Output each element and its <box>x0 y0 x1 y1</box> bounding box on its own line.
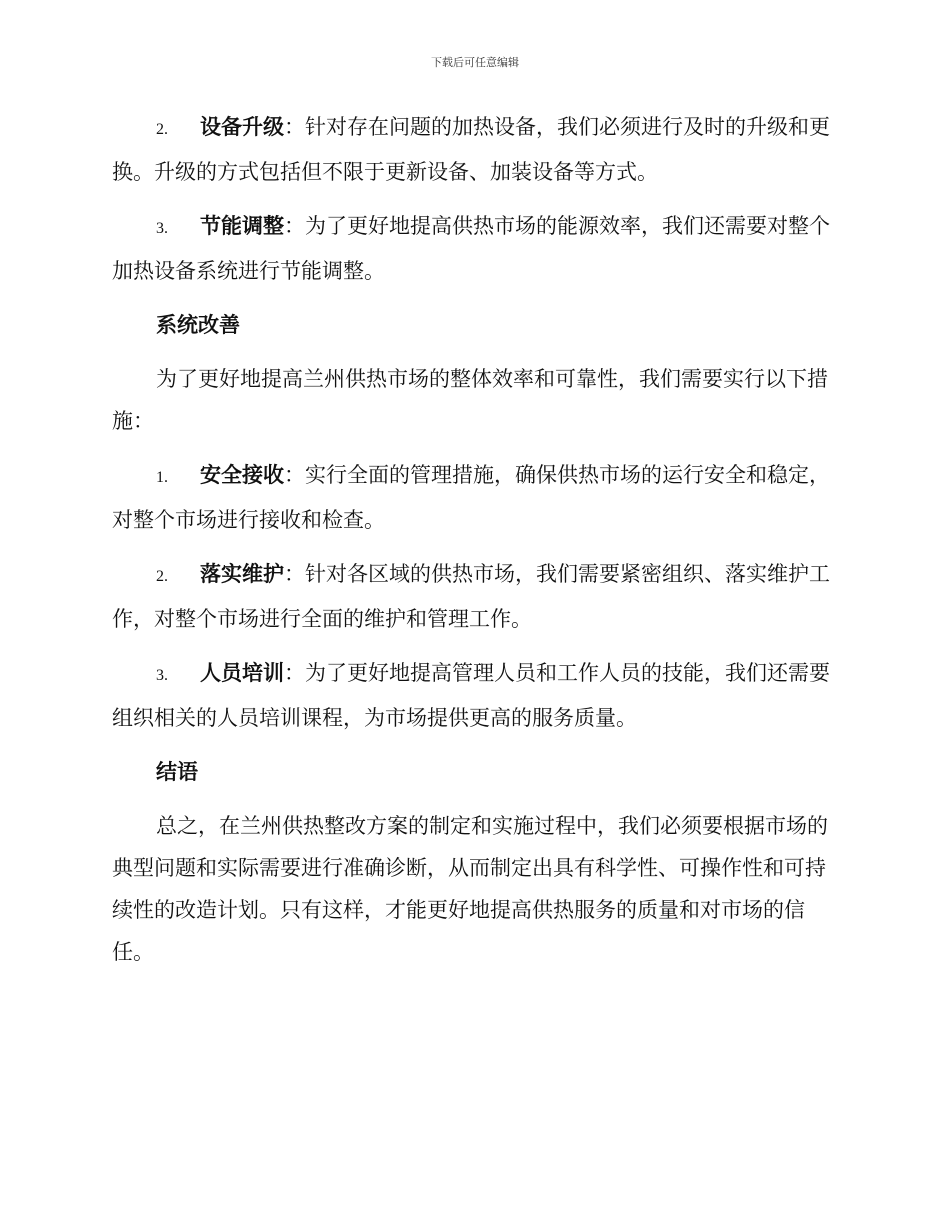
list-text: ：为了更好地提高管理人员和工作人员的技能，我们还需要组织相关的人员培训课程，为市场提供更高的服务质量。 <box>112 661 830 730</box>
conclusion-text: 总之，在兰州供热整改方案的制定和实施过程中，我们必须要根据市场的典型问题和实际需要进行准确诊断，从而制定出具有科学性、可操作性和可持续性的改造计划。只有这样，才能更好地提高供热服务的质量和对市场的信任。 <box>112 814 828 964</box>
list-term: 节能调整 <box>200 213 284 238</box>
list-number: 3. <box>156 220 168 237</box>
list-term: 落实维护 <box>200 561 284 586</box>
list-text: ：针对存在问题的加热设备，我们必须进行及时的升级和更换。升级的方式包括但不限于更新设备、加装设备等方式。 <box>112 115 830 184</box>
list-text: ：针对各区域的供热市场，我们需要紧密组织、落实维护工作，对整个市场进行全面的维护和管理工作。 <box>112 562 830 631</box>
page-header: 下载后可任意编辑 <box>431 56 519 69</box>
list-term: 安全接收 <box>200 462 284 487</box>
list-term: 人员培训 <box>200 660 284 685</box>
document-body <box>112 106 836 985</box>
section-heading-system: 系统改善 <box>156 312 240 337</box>
list-number: 1. <box>156 469 168 486</box>
list-item-safe-acceptance <box>112 454 836 541</box>
list-item-energy-adjustment <box>112 205 836 292</box>
list-text: ：为了更好地提高供热市场的能源效率，我们还需要对整个加热设备系统进行节能调整。 <box>112 214 830 283</box>
section-heading-conclusion: 结语 <box>156 759 198 784</box>
list-term: 设备升级 <box>200 114 284 139</box>
list-number: 2. <box>156 121 168 138</box>
list-item-maintenance <box>112 553 836 640</box>
list-number: 3. <box>156 667 168 684</box>
list-number: 2. <box>156 568 168 585</box>
list-item-staff-training <box>112 652 836 739</box>
list-text: ：实行全面的管理措施，确保供热市场的运行安全和稳定，对整个市场进行接收和检查。 <box>112 463 830 532</box>
system-intro: 为了更好地提高兰州供热市场的整体效率和可靠性，我们需要实行以下措施： <box>112 367 828 433</box>
list-item-equipment-upgrade <box>112 106 836 193</box>
